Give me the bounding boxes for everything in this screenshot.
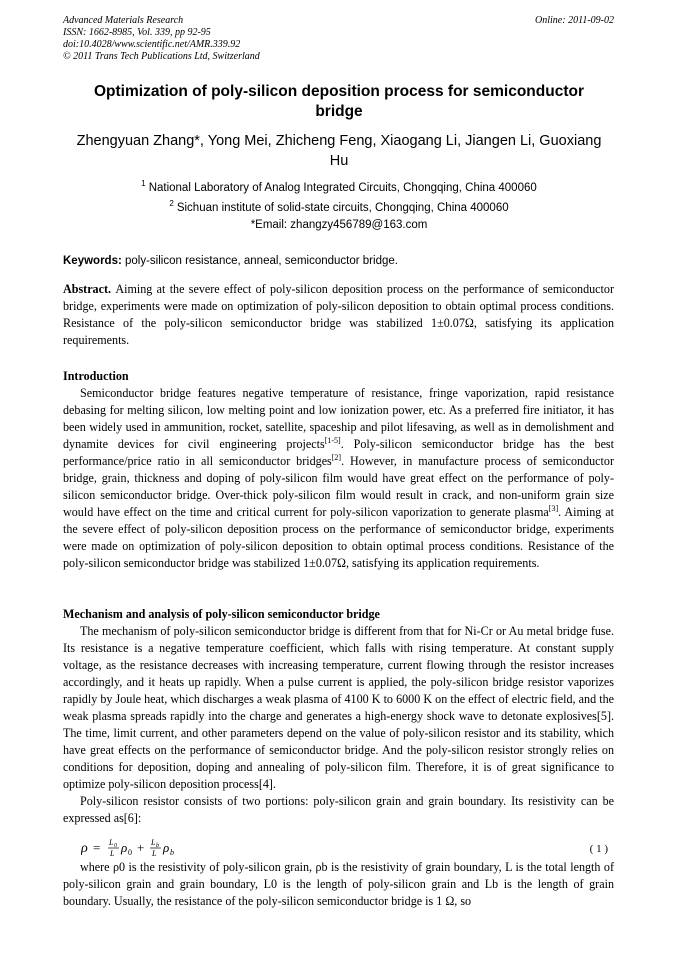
intro-text-1: Semiconductor bridge features negative temperature of resistance, fringe vaporization, rapid resistance debasing for melting silicon, low melting point and low ionization power, etc. As a preferred fire initiator, it has been widely used in ammunition, rocket, satellite, spaceship and pilot lifesaving, as well as in demolishment and dynamite devices for civil engineering projects [63,386,614,451]
corresponding-email: *Email: zhangzy456789@163.com [250,219,428,231]
intro-text-3: . However, in manufacture process of semiconductor bridge, grain, thickness and doping of poly-silicon film would have great effect on the performance of poly-silicon semiconductor bridge. Over-thick poly-silicon film would result in crack, and non-uniform grain size would have effect on the time and critical current for poly-silicon vaporization to generate plasma [63,454,614,519]
equation-1 [63,837,614,857]
svg-text:=: = [93,840,101,855]
affiliation-1-number: 1 [141,179,146,188]
svg-text:b: b [156,843,159,849]
online-date: Online: 2011-09-02 [535,15,614,26]
citation: [2] [331,453,342,462]
abstract [63,281,614,349]
equation-number: ( 1 ) [589,843,608,855]
intro-text-4: . Aiming at the severe effect of poly-silicon deposition process on the performance of semiconductor bridge, experiments were made on optimization of poly-silicon deposition to obtain optimal process conditions. Resistance of the poly-silicon semiconductor bridge was stabilized 1±0.07Ω, satisfying its application requirements. [63,505,614,570]
issn: ISSN: 1662-8985, Vol. 339, pp 92-95 [63,27,211,38]
svg-text:b: b [170,848,174,857]
mechanism-section [63,606,614,827]
affiliation-1-text: National Laboratory of Analog Integrated Circuits, Chongqing, China 400060 [148,182,537,194]
author-list: Zhengyuan Zhang*, Yong Mei, Zhicheng Feng, Xiaogang Li, Jiangen Li, Guoxiang Hu [76,133,602,169]
keywords [63,255,615,267]
doi: doi:10.4028/www.scientific.net/AMR.339.92 [63,39,241,50]
mechanism-paragraph-1: The mechanism of poly-silicon semiconductor bridge is different from that for Ni-Cr or Au metal bridge fuse. Its resistance is a negative temperature coefficient, which falls with rising temperature. At constant supply voltage, as the resistance decreases with increasing temperature, current flowing through the resistor increases accordingly, and it heats up rapidly. When a pulse current is applied, the poly-silicon bridge resistor vaporizes rapidly by Joule heat, which discharges a weak plasma of 4100 K to 6000 K on the effect of electric field, and the weak plasma spreads rapidly into the charge and generates a high-energy shock wave to detonate explosives[5]. The time, limit current, and other parameters depend on the value of poly-silicon resistor and its stability, which have great effects on the performance of semiconductor bridge. And the poly-silicon resistor strongly relies on conditions for deposition, doping and annealing of poly-silicon film. Therefore, it is of great significance to optimize poly-silicon deposition process[4]. [63,624,614,791]
abstract-text: Aiming at the severe effect of poly-silicon deposition process on the performance of semiconductor bridge, experiments were made on optimization of poly-silicon deposition to obtain optimal process conditions. Resistance of the poly-silicon semiconductor bridge was stabilized 1±0.07Ω, satisfying its application requirements. [63,282,614,347]
keywords-label: Keywords: [63,255,122,267]
affiliation-2 [40,197,638,215]
final-paragraph: where ρ0 is the resistivity of poly-silicon grain, ρb is the resistivity of grain boundary, L is the total length of poly-silicon grain and grain boundary, L0 is the length of poly-silicon grain and Lb is the length of grain boundary. Usually, the resistance of the poly-silicon semiconductor bridge is 1 Ω, so [63,860,614,908]
journal-header [63,15,260,63]
svg-text:L: L [109,838,114,847]
svg-text:+: + [137,840,145,855]
equation-explanation [63,859,614,910]
affiliation-1 [40,177,638,195]
paper-title: Optimization of poly-silicon deposition process for semiconductor bridge [93,83,584,120]
svg-text:0: 0 [114,843,117,849]
resistivity-formula [81,837,241,859]
svg-text:ρ: ρ [81,841,88,856]
citation: [3] [548,504,559,513]
affiliation-2-text: Sichuan institute of solid-state circuits, Chongqing, China 400060 [176,202,509,214]
svg-text:L: L [151,838,156,847]
svg-text:0: 0 [128,848,132,857]
mechanism-heading: Mechanism and analysis of poly-silicon semiconductor bridge [63,607,380,621]
svg-text:ρ: ρ [163,840,170,855]
intro-text-2: . Poly-silicon semiconductor bridge has the best performance/price ratio in all semiconductor bridges [63,437,615,468]
svg-text:L: L [152,849,157,858]
mechanism-paragraph-2: Poly-silicon resistor consists of two portions: poly-silicon grain and grain boundary. Its resistivity can be expressed as[6]: [63,794,614,825]
abstract-label: Abstract. [63,282,112,296]
affiliation-2-number: 2 [169,199,174,208]
introduction-paragraph [63,385,614,572]
introduction-section [63,368,614,572]
svg-text:ρ: ρ [121,840,128,855]
journal-name: Advanced Materials Research [63,15,184,26]
introduction-heading: Introduction [63,369,129,383]
citation: [1-5] [324,436,341,445]
svg-text:L: L [110,849,115,858]
copyright: © 2011 Trans Tech Publications Ltd, Switzerland [63,51,260,62]
keywords-text: poly-silicon resistance, anneal, semiconductor bridge. [125,255,398,267]
